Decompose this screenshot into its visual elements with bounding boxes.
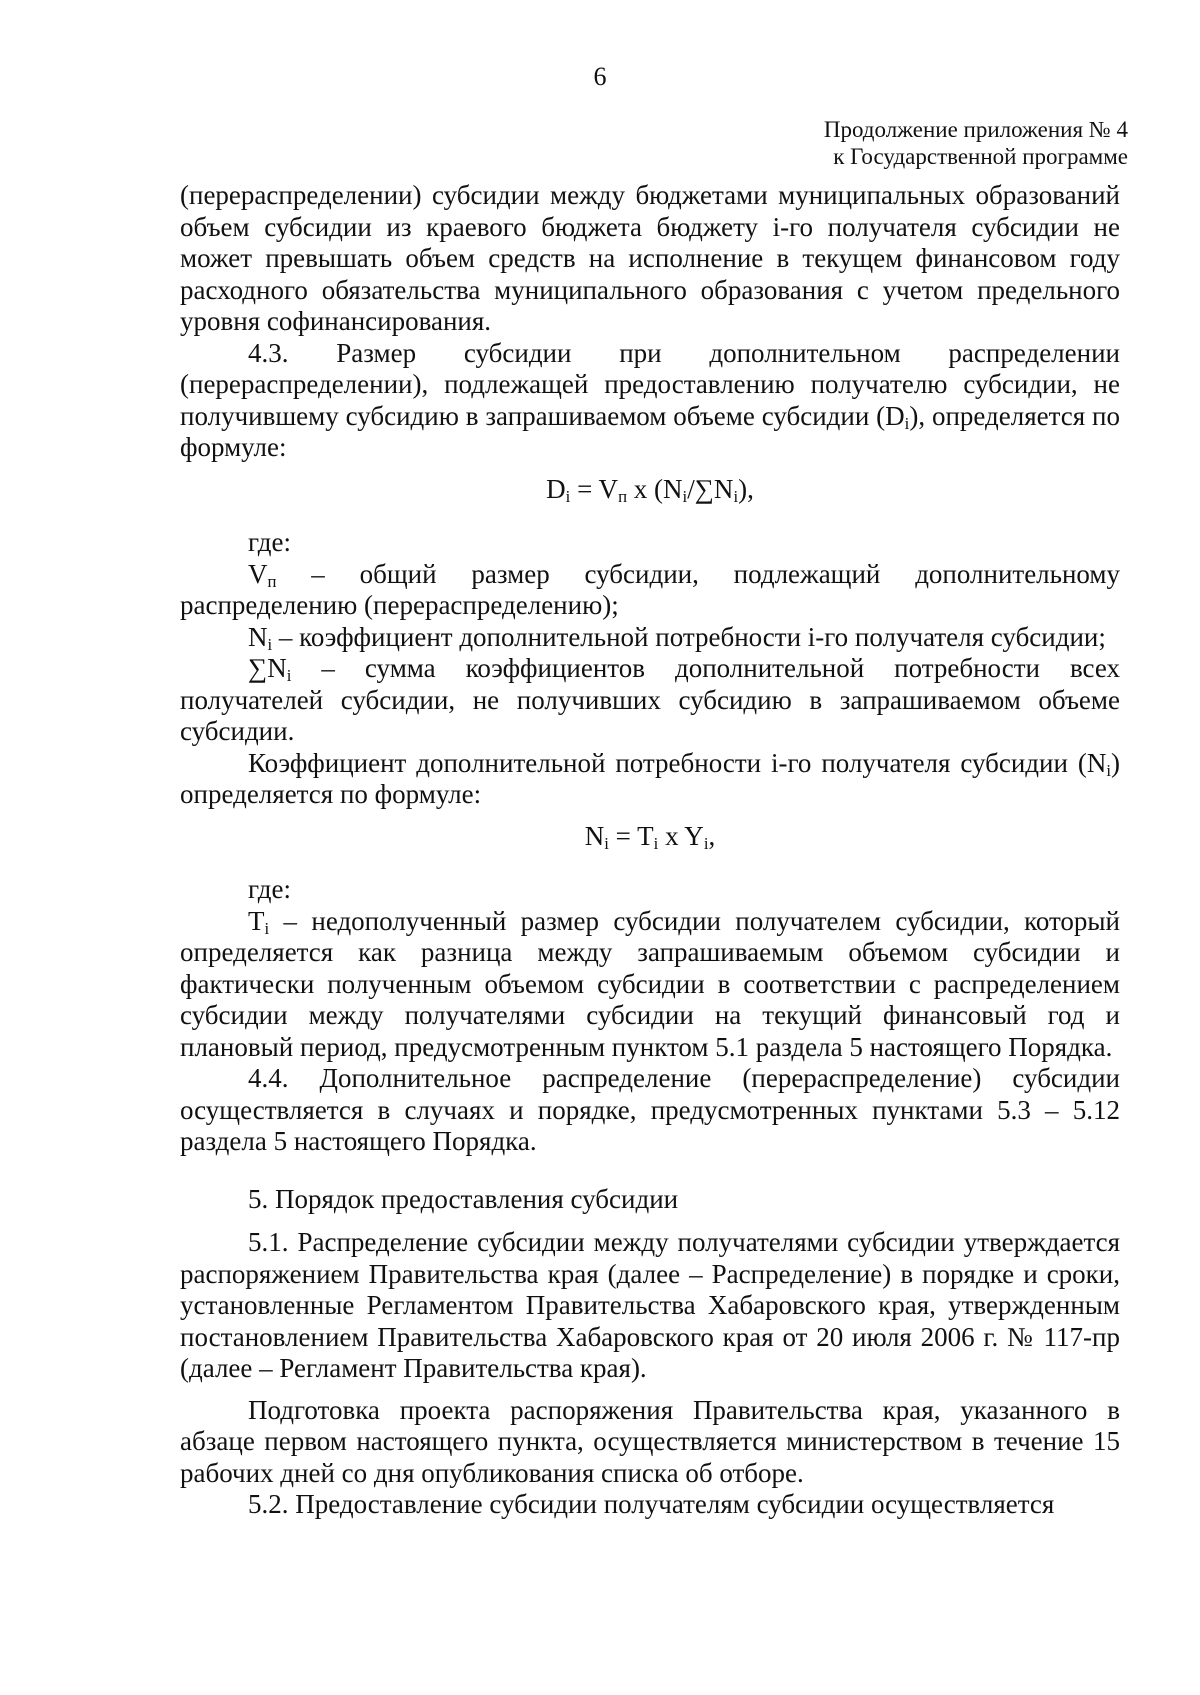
document-body <box>180 180 1120 1521</box>
appendix-note <box>824 116 1128 170</box>
paragraph-5-1: 5.1. Распределение субсидии между получателями субсидии утверждается распоряжением Правительства края (далее – Распределение) в порядке и сроки, установленные Регламентом Правительства Хабаровского края, утвержденным постановлением Правительства Хабаровского края от 20 июля 2006 г. № 117-пр (далее – Регламент Правительства края). <box>180 1227 1120 1383</box>
paragraph-redistribution-limit: (перераспределении) субсидии между бюджетами муниципальных образований объем субсидии из краевого бюджета бюджету i-го получателя субсидии не может превышать объем средств на исполнение в текущем финансовом году расходного обязательства муниципального образования с учетом предельного уровня софинансирования. <box>180 180 1120 336</box>
definition-v: $V_п$ – общий размер субсидии, подлежащий дополнительному распределению (перераспределению); <box>180 558 1120 620</box>
where-label: где: <box>248 527 291 557</box>
appendix-note-line-2: к Государственной программе <box>833 144 1128 169</box>
paragraph-5-2: 5.2. Предоставление субсидии получателям субсидии осуществляется <box>248 1489 1055 1519</box>
paragraph-4-3: 4.3. Размер субсидии при дополнительном распределении (перераспределении), подлежащей предоставлению получателю субсидии, не получившему субсидию в запрашиваемом объеме субсидии $(D_i)$, определяется по формуле: <box>180 337 1120 462</box>
definition-sum-n: $\sum N_i$ – сумма коэффициентов дополнительной потребности всех получателей субсидии, не получивших субсидию в запрашиваемом объеме субсидии. <box>180 653 1120 746</box>
paragraph-coefficient: Коэффициент дополнительной потребности i-го получателя субсидии $(N_i)$ определяется по формуле: <box>180 747 1120 809</box>
appendix-note-line-1: Продолжение приложения № 4 <box>823 117 1128 142</box>
section-5-heading: 5. Порядок предоставления субсидии <box>248 1183 679 1214</box>
formula-n: $N_i = T_i$ x $Y_i$, <box>584 820 716 853</box>
formula-d: $D_i = V_п$ x $(N_i/\sum N_i)$, <box>546 473 754 506</box>
page-number: 6 <box>593 62 607 91</box>
paragraph-4-4: 4.4. Дополнительное распределение (перераспределение) субсидии осуществляется в случаях и порядке, предусмотренных пунктами 5.3 – 5.12 раздела 5 настоящего Порядка. <box>180 1063 1120 1156</box>
definition-t: $T_i$ – недополученный размер субсидии получателем субсидии, который определяется как разница между запрашиваемым объемом субсидии и фактически полученным объемом субсидии в соответствии с распределением субсидии между получателями субсидии на текущий финансовый год и плановый период, предусмотренным пунктом 5.1 раздела 5 настоящего Порядка. <box>180 905 1120 1062</box>
definition-n: $N_i$ – коэффициент дополнительной потребности i-го получателя субсидии; <box>248 621 1106 654</box>
where-label: где: <box>248 874 291 904</box>
paragraph-preparation: Подготовка проекта распоряжения Правительства края, указанного в абзаце первом настоящего пункта, осуществляется министерством в течение 15 рабочих дней со дня опубликования списка об отборе. <box>180 1394 1120 1488</box>
